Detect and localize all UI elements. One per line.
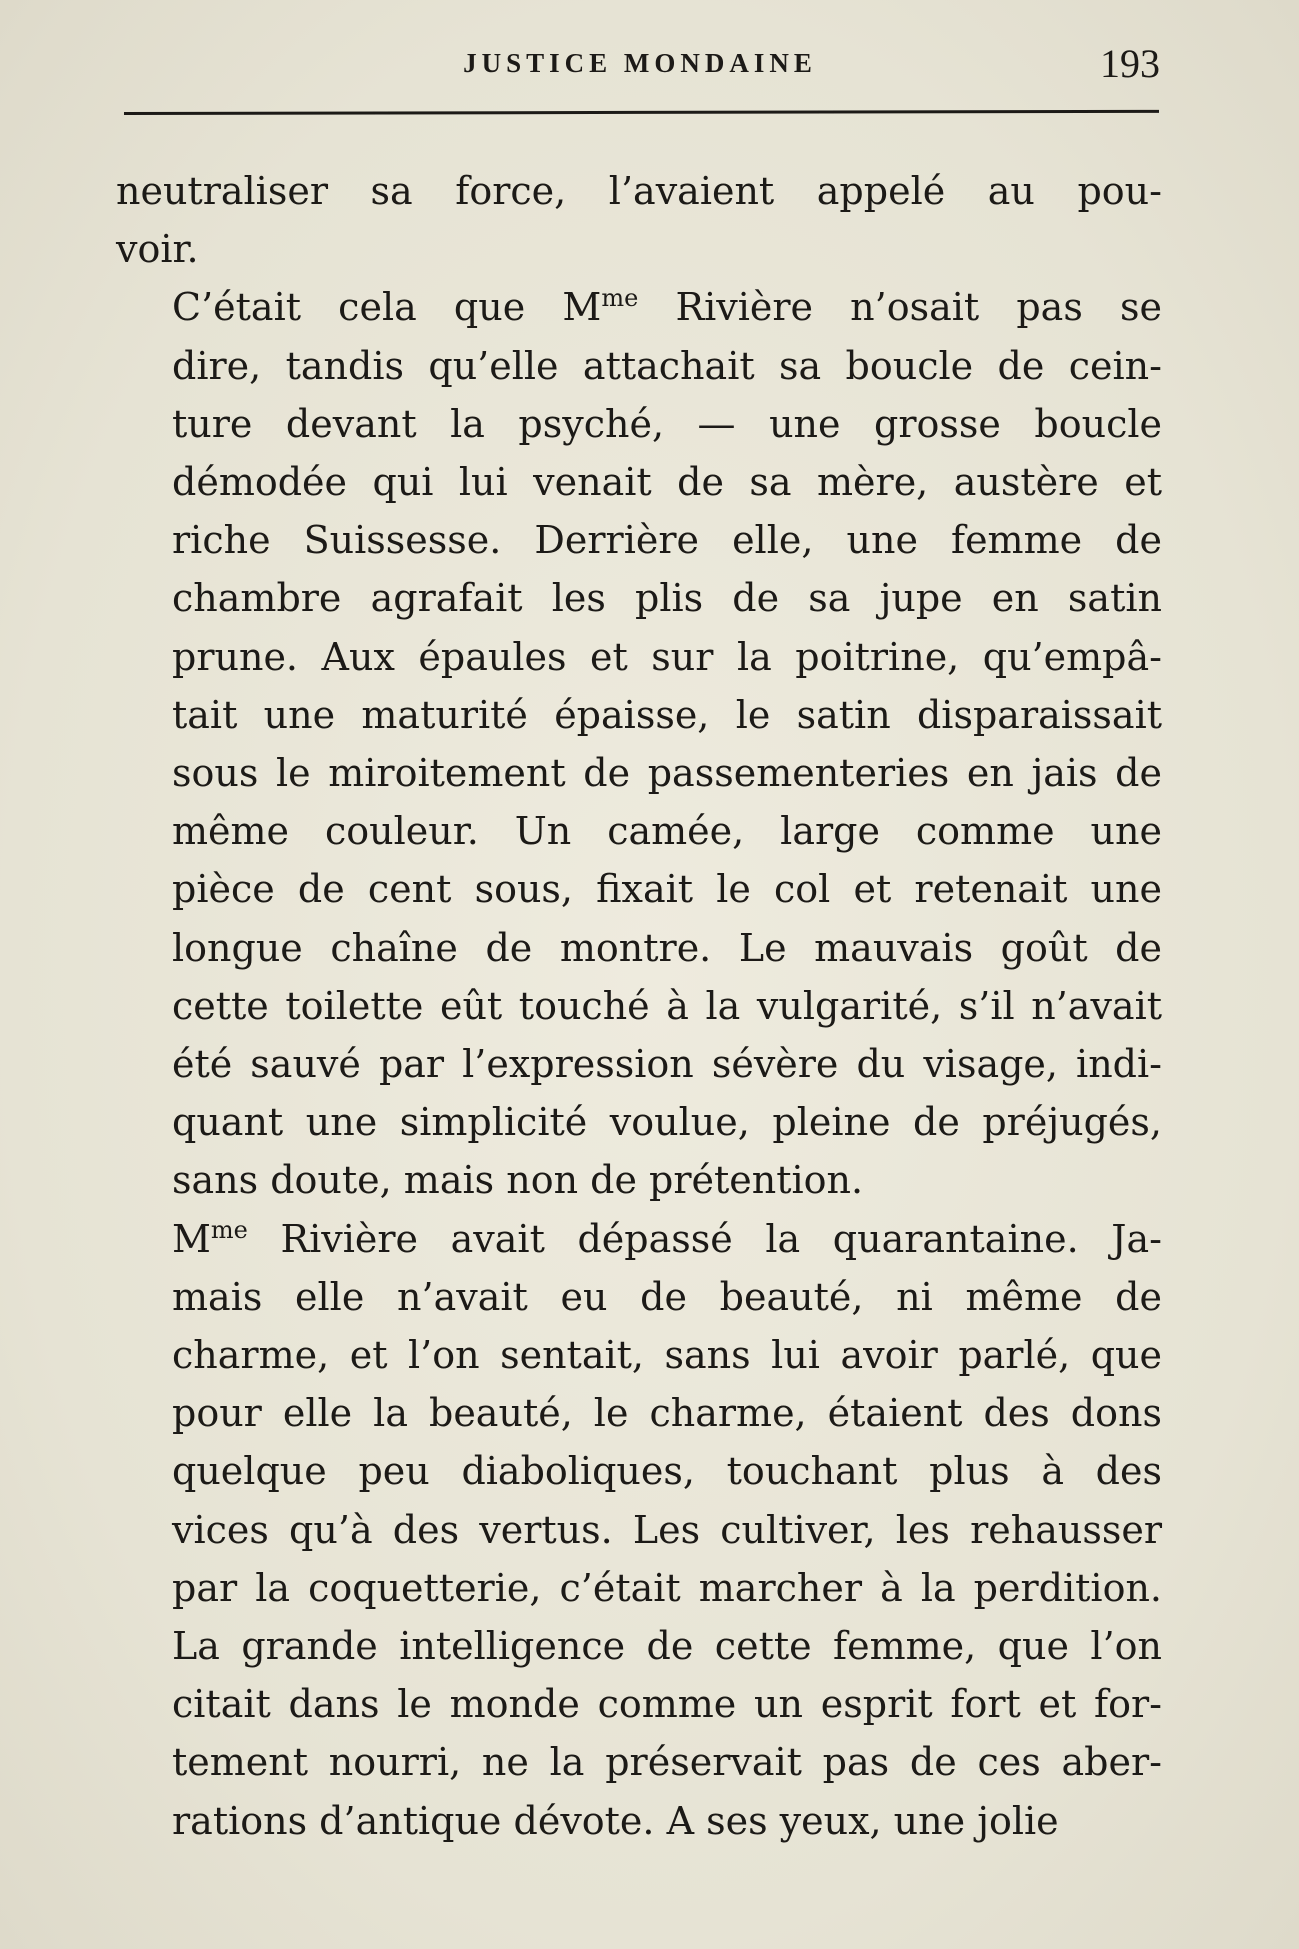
text-line: neutraliser sa force, l’avaient appelé au pou- (116, 169, 1162, 213)
paragraph (116, 1210, 1162, 1850)
running-head (120, 40, 1160, 100)
text-line: longue chaîne de montre. Le mauvais goût de (172, 925, 1162, 970)
text-line: prune. Aux épaules et sur la poitrine, qu’empâ- (172, 634, 1162, 679)
text-line: sous le miroitement de passementeries en jais de (172, 751, 1162, 796)
text-line: pour elle la beauté, le charme, étaient des dons (172, 1391, 1162, 1436)
header-rule (124, 110, 1159, 115)
text-line: par la coquetterie, c’était marcher à la perdition. (172, 1565, 1162, 1610)
text-line: pièce de cent sous, fixait le col et retenait une (172, 867, 1162, 912)
text-line: mais elle n’avait eu de beauté, ni même de (172, 1274, 1162, 1319)
text-line: rations d’antique dévote. A ses yeux, une jolie (172, 1798, 1059, 1843)
text-line: quant une simplicité voulue, pleine de préjugés, (172, 1100, 1162, 1145)
text-line: chambre agrafait les plis de sa jupe en satin (172, 576, 1162, 621)
text-line: tait une maturité épaisse, le satin disparaissait (172, 692, 1162, 737)
page-number: 193 (1100, 41, 1160, 86)
text-line: dire, tandis qu’elle attachait sa boucle de cein- (172, 343, 1162, 388)
running-title: JUSTICE MONDAINE (463, 48, 817, 78)
text-line: La grande intelligence de cette femme, que l’on (172, 1624, 1162, 1669)
text-line: tement nourri, ne la préservait pas de ces aber- (172, 1740, 1162, 1785)
text-line: sans doute, mais non de prétention. (172, 1158, 864, 1203)
text-line: cette toilette eût touché à la vulgarité, s’il n’avait (172, 983, 1162, 1028)
paragraph (116, 278, 1162, 1209)
superscript-abbrev: me (601, 284, 639, 313)
text-line: citait dans le monde comme un esprit fort et for- (172, 1682, 1162, 1727)
text-line: démodée qui lui venait de sa mère, austère et (172, 460, 1162, 505)
body-text (116, 162, 1162, 1850)
text-line: C’était cela que $M^{me}$ Rivière n’osait pas se (172, 284, 1162, 330)
text-line: ture devant la psyché, — une grosse boucle (172, 401, 1162, 446)
text-line: riche Suissesse. Derrière elle, une femme de (172, 518, 1162, 563)
text-line: été sauvé par l’expression sévère du visage, indi- (172, 1042, 1162, 1087)
text-line: même couleur. Un camée, large comme une (172, 809, 1162, 854)
text-line: voir. (116, 227, 199, 272)
superscript-abbrev: me (210, 1215, 248, 1244)
text-line: quelque peu diaboliques, touchant plus à des (172, 1449, 1162, 1494)
text-line: charme, et l’on sentait, sans lui avoir parlé, que (172, 1333, 1162, 1378)
paragraph (116, 162, 1162, 278)
text-line: $M^{me}$ Rivière avait dépassé la quarantaine. Ja- (172, 1215, 1162, 1261)
text-line: vices qu’à des vertus. Les cultiver, les rehausser (172, 1507, 1162, 1552)
